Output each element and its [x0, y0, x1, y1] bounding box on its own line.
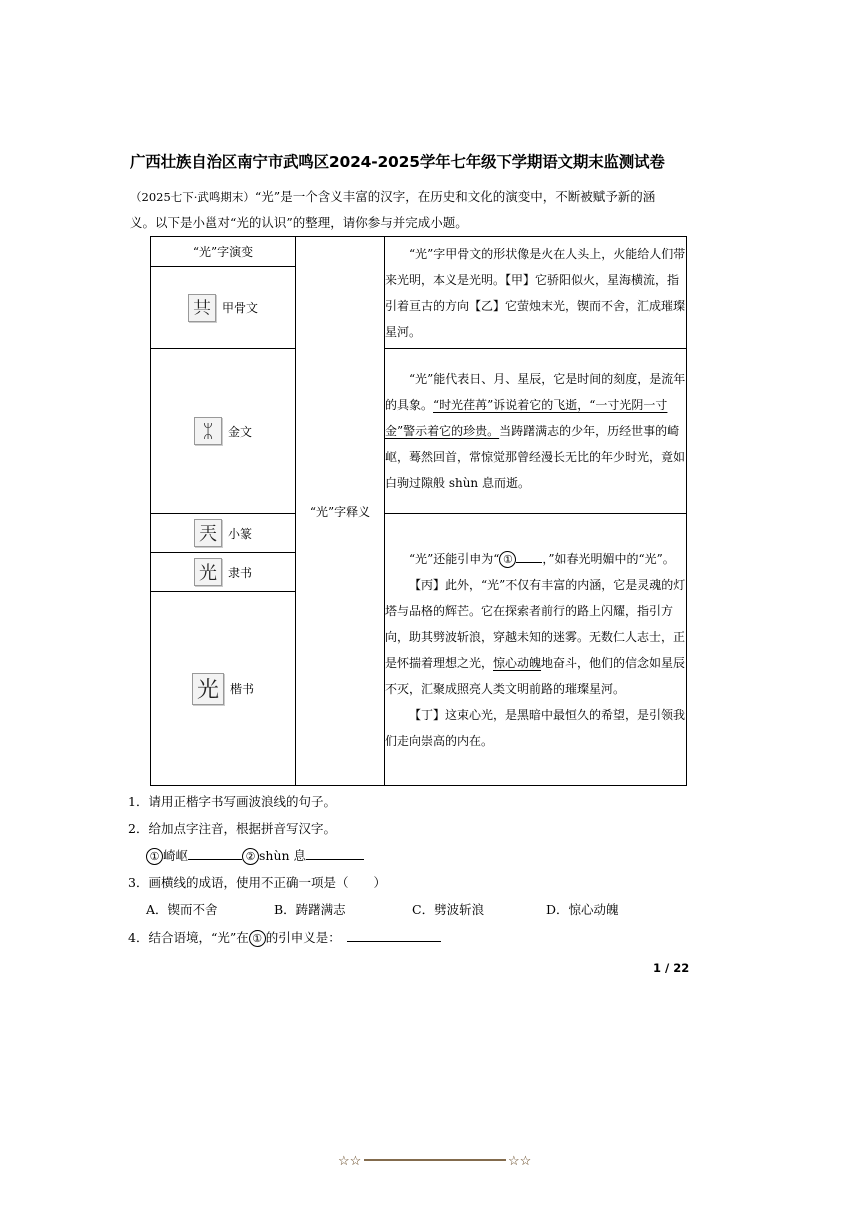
intro-line2: 义。以下是小邕对“光的认识”的整理，请你参与并完成小题。 — [130, 215, 468, 230]
footer-decoration — [338, 1150, 532, 1170]
evolution-seal — [151, 514, 296, 553]
intro-text — [130, 184, 690, 236]
paragraph-3-5: “光”还能引申为“ ① ，”如春光明媚中的“光”。 【丙】此外，“光”不仅有丰富的内涵，它是灵魂的灯塔与品格的辉芒。它在探索者前行的路上闪耀，指引方向，助其劈波斩浪，穿越未知的迷雾。无数仁人志士，正是怀揣着理想之光，惊心动魄地奋斗，他们的信念如星辰不灭，汇聚成照亮人类文明前路的璀璨星河。 【丁】这束心光，是黑暗中最恒久的希望，是引领我们走向崇高的内在。 — [385, 514, 687, 786]
intro-source: （2025七下·武鸣期末） — [130, 190, 255, 204]
clerical-label: 隶书 — [227, 565, 252, 580]
question-1: 1．请用正楷字书写画波浪线的句子。 — [128, 794, 336, 809]
bronze-glyph-image: ᛯ — [194, 417, 222, 445]
meaning-label: “光”字释义 — [296, 237, 385, 786]
question-3: 3．画横线的成语，使用不正确一项是（ ） — [128, 875, 386, 890]
clerical-glyph-image: 光 — [194, 558, 222, 586]
answer-blank-1[interactable] — [188, 847, 242, 860]
star-icon: ☆☆ — [338, 1154, 362, 1169]
q3-option-a: A．锲而不舍 — [146, 902, 218, 917]
answer-blank-2[interactable] — [306, 847, 364, 860]
question-2-items: ① 崎岖 ② shùn 息 — [146, 846, 364, 865]
evolution-bronze — [151, 349, 296, 514]
bronze-label: 金文 — [227, 424, 252, 439]
answer-blank-4[interactable] — [347, 929, 441, 942]
regular-label: 楷书 — [229, 682, 254, 696]
regular-glyph-image: 光 — [192, 673, 224, 705]
q3-option-d: D．惊心动魄 — [546, 902, 619, 917]
seal-label: 小篆 — [227, 526, 252, 541]
blank-marker-1: ① — [499, 551, 516, 568]
star-icon-right: ☆☆ — [508, 1154, 532, 1169]
paragraph-2: “光”能代表日、月、星辰，它是时间的刻度，是流年的具象。“时光荏苒”诉说着它的飞逝，“一寸光阴一寸金”警示着它的珍贵。当踌躇满志的少年，历经世事的崎岖，蓦然回首，常惊觉那曾经漫长无比的年少时光，竟如白驹过隙般 shùn 息而逝。 — [385, 349, 687, 514]
q3-option-c: C．劈波斩浪 — [412, 902, 485, 917]
oracle-label: 甲骨文 — [221, 301, 258, 315]
paragraph-1: “光”字甲骨文的形状像是火在人头上，火能给人们带来光明，本义是光明。【甲】它骄阳似火，星海横流，指引着亘古的方向【乙】它萤烛末光，锲而不舍，汇成璀璨星河。 — [385, 237, 687, 349]
guang-table — [150, 236, 687, 786]
page-number: 1 / 22 — [653, 961, 690, 975]
question-2: 2．给加点字注音，根据拼音写汉字。 — [128, 821, 336, 836]
wavy-sentence: “时光荏苒”诉说着它的飞逝，“一寸光阴一寸金”警示着它的珍贵。 — [385, 398, 668, 438]
evolution-oracle — [151, 267, 296, 349]
question-4: 4．结合语境，“光”在 ① 的引申义是： — [128, 928, 441, 947]
evolution-clerical — [151, 553, 296, 592]
underlined-idiom: 惊心动魄 — [493, 655, 542, 670]
oracle-glyph-image: 𠔏 — [188, 294, 216, 322]
intro-line1: “光”是一个含义丰富的汉字，在历史和文化的演变中，不断被赋予新的涵 — [254, 189, 656, 204]
q3-option-b: B．踌躇满志 — [274, 902, 346, 917]
seal-glyph-image: 兲 — [194, 519, 222, 547]
evolution-regular — [151, 592, 296, 786]
evolution-header: “光”字演变 — [151, 237, 296, 267]
page-title: 广西壮族自治区南宁市武鸣区2024-2025学年七年级下学期语文期末监测试卷 — [130, 153, 665, 171]
